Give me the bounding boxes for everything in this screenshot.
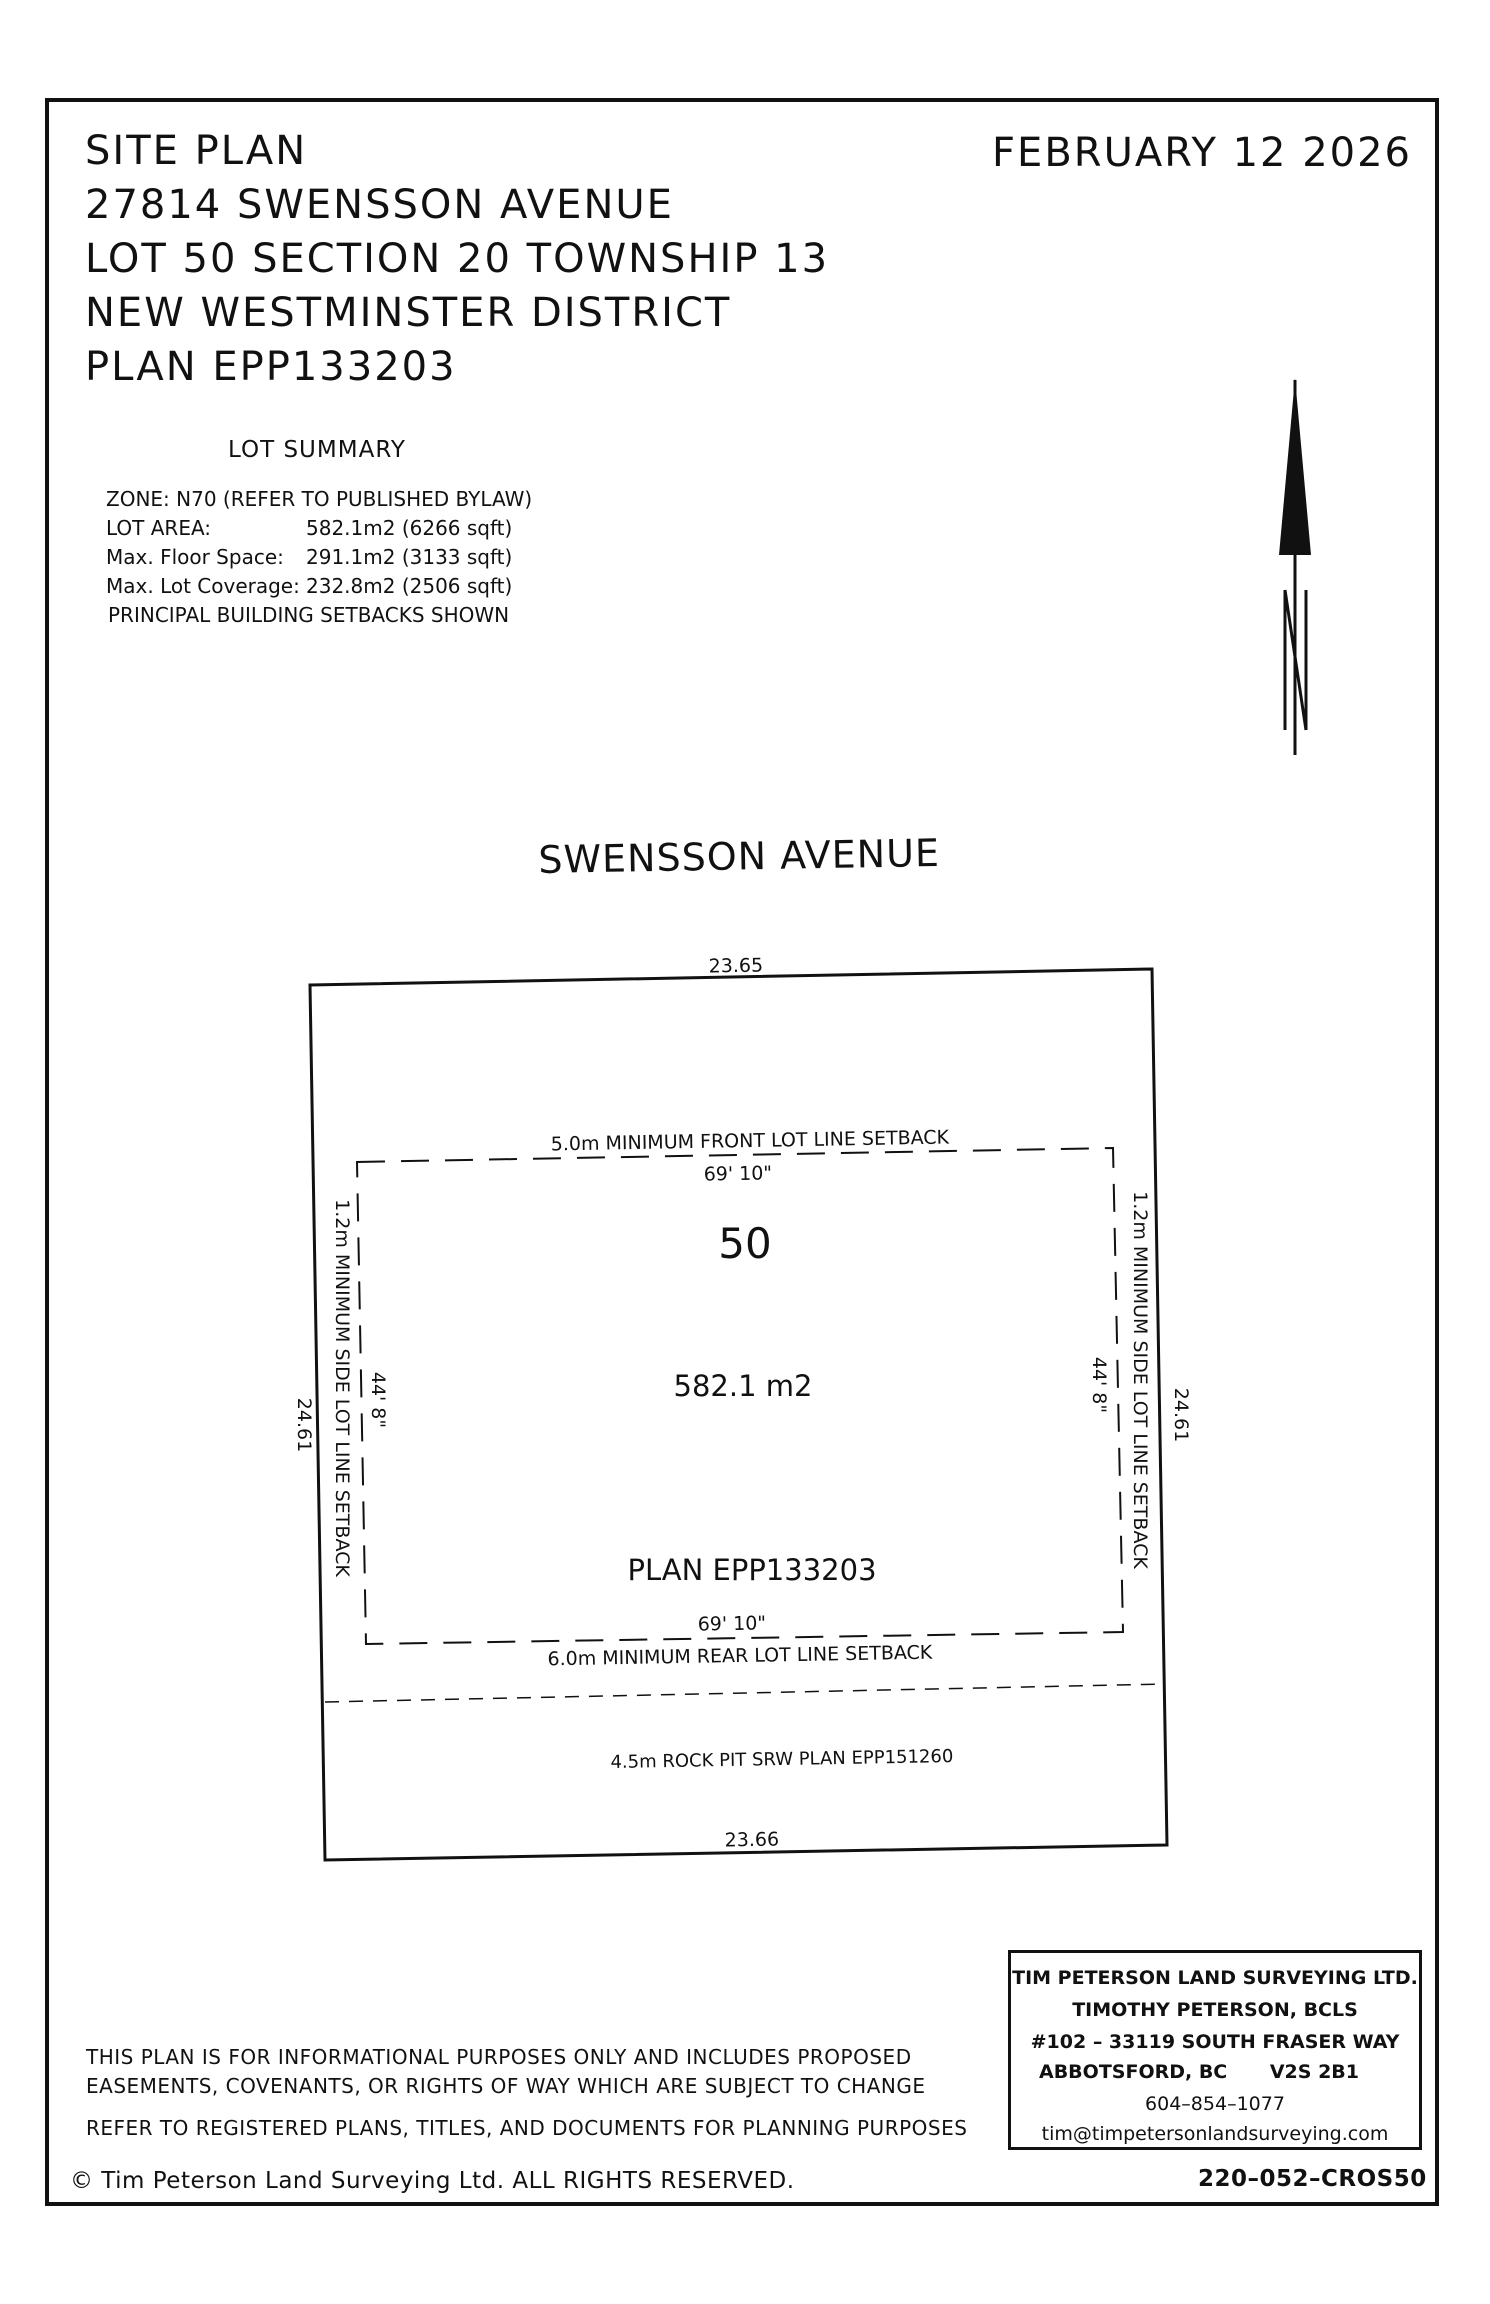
lot-area: 582.1 m2	[673, 1369, 813, 1403]
lot-summary-note: PRINCIPAL BUILDING SETBACKS SHOWN	[108, 603, 510, 627]
title-legal: LOT 50 SECTION 20 TOWNSHIP 13	[85, 236, 830, 282]
note-line-3: REFER TO REGISTERED PLANS, TITLES, AND DOCUMENTS FOR PLANNING PURPOSES	[86, 2116, 968, 2140]
company-postal: V2S 2B1	[1269, 2061, 1359, 2083]
company-email: tim@timpetersonlandsurveying.com	[1041, 2123, 1389, 2145]
lot-summary-label: Max. Floor Space:	[106, 545, 284, 569]
company-name: TIM PETERSON LAND SURVEYING LTD.	[1012, 1967, 1418, 1989]
lot-number: 50	[718, 1219, 772, 1268]
rear-setback-imperial: 69' 10"	[697, 1612, 767, 1636]
front-setback-imperial: 69' 10"	[703, 1162, 773, 1186]
lot-summary-zone: ZONE: N70 (REFER TO PUBLISHED BYLAW)	[106, 487, 533, 511]
front-setback-label: 5.0m MINIMUM FRONT LOT LINE SETBACK	[550, 1126, 950, 1156]
note-line-2: EASEMENTS, COVENANTS, OR RIGHTS OF WAY WHICH ARE SUBJECT TO CHANGE	[86, 2074, 926, 2098]
lot-summary-label: Max. Lot Coverage:	[106, 574, 300, 598]
title-plan: PLAN EPP133203	[85, 344, 457, 390]
drawing-reference-number: 220–052–CROS50	[1198, 2166, 1427, 2192]
company-address: #102 – 33119 SOUTH FRASER WAY	[1030, 2031, 1400, 2053]
title-site-plan: SITE PLAN	[85, 128, 308, 174]
lot-boundary	[310, 969, 1167, 1860]
company-phone: 604–854–1077	[1145, 2093, 1285, 2115]
note-line-1: THIS PLAN IS FOR INFORMATIONAL PURPOSES ONLY AND INCLUDES PROPOSED	[86, 2045, 912, 2069]
title-address: 27814 SWENSSON AVENUE	[85, 182, 674, 228]
lot-summary-value: 582.1m2 (6266 sqft)	[306, 516, 513, 540]
copyright-notice: © Tim Peterson Land Surveying Ltd. ALL RIGHTS RESERVED.	[70, 2168, 795, 2194]
lot-dimension-top: 23.65	[708, 954, 764, 978]
lot-dimension-left: 24.61	[293, 1397, 315, 1453]
left-setback-imperial: 44' 8"	[367, 1371, 389, 1429]
lot-dimension-right: 24.61	[1170, 1387, 1192, 1443]
right-setback-label: 1.2m MINIMUM SIDE LOT LINE SETBACK	[1129, 1191, 1151, 1569]
rear-setback-label: 6.0m MINIMUM REAR LOT LINE SETBACK	[547, 1641, 933, 1671]
street-name: SWENSSON AVENUE	[538, 830, 941, 882]
north-arrow-icon	[1279, 378, 1311, 755]
lot-summary-value: 291.1m2 (3133 sqft)	[306, 545, 513, 569]
lot-summary-heading: LOT SUMMARY	[228, 437, 406, 463]
left-setback-label: 1.2m MINIMUM SIDE LOT LINE SETBACK	[331, 1199, 353, 1577]
right-setback-imperial: 44' 8"	[1088, 1356, 1110, 1414]
title-district: NEW WESTMINSTER DISTRICT	[85, 290, 732, 336]
lot-dimension-bottom: 23.66	[724, 1828, 780, 1852]
company-city: ABBOTSFORD, BC	[1039, 2061, 1228, 2083]
lot-summary-label: LOT AREA:	[106, 516, 212, 540]
plan-date: FEBRUARY 12 2026	[992, 130, 1412, 176]
srw-line	[325, 1684, 1165, 1702]
lot-summary-value: 232.8m2 (2506 sqft)	[306, 574, 513, 598]
srw-label: 4.5m ROCK PIT SRW PLAN EPP151260	[610, 1746, 954, 1773]
surveyor-name: TIMOTHY PETERSON, BCLS	[1072, 1999, 1358, 2021]
lot-plan-label: PLAN EPP133203	[627, 1553, 877, 1587]
surveyor-title-block	[1008, 1950, 1422, 2150]
